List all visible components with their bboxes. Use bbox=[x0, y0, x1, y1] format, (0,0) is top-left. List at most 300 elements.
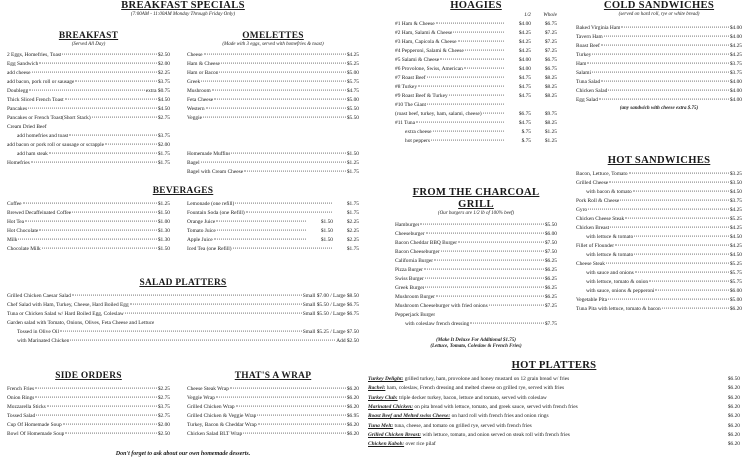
item-price: $6.25 bbox=[544, 293, 557, 300]
dot-leader bbox=[587, 63, 728, 64]
menu-item bbox=[187, 52, 359, 61]
item-price: $5.75 bbox=[729, 270, 742, 277]
menu-item bbox=[576, 97, 742, 106]
hotplatters-items-list bbox=[368, 376, 740, 450]
half-price: $4.25 bbox=[518, 30, 531, 37]
beverages-left-list bbox=[7, 201, 170, 255]
item-name: Tuna Pita with lettuce, tomato & bacon bbox=[576, 306, 661, 313]
item-name: Western bbox=[187, 106, 205, 113]
item-price-large: $2.25 bbox=[346, 227, 359, 234]
item-name: Cup Of Homemade Soup bbox=[7, 421, 62, 428]
menu-item bbox=[395, 222, 557, 231]
item-price: Add $2.50 bbox=[336, 337, 359, 344]
menu-item bbox=[395, 138, 557, 147]
item-name: with coleslaw french dressing bbox=[405, 320, 470, 327]
item-name: Ham & Cheese bbox=[187, 61, 220, 68]
dot-leader bbox=[649, 281, 729, 282]
menu-item bbox=[395, 129, 557, 138]
platter-text bbox=[368, 385, 726, 392]
half-price: $.75 bbox=[521, 138, 531, 145]
platter-name: Roast Beef and Melted swiss Cheese: bbox=[368, 413, 451, 420]
item-name: Chicken Cheese Steak bbox=[576, 216, 625, 223]
menu-item bbox=[7, 210, 170, 219]
item-name: Pancakes or French Toast(Short Stack) bbox=[7, 115, 91, 122]
item-name: Hamburger bbox=[395, 221, 420, 228]
salad-platters-title: SALAD PLATTERS bbox=[139, 278, 227, 288]
item-price: $2.75 bbox=[157, 394, 170, 401]
item-name: Grilled Chicken & Veggie Wrap bbox=[187, 412, 257, 419]
item-price: $1.50 bbox=[157, 245, 170, 252]
item-price: $1.30 bbox=[157, 236, 170, 243]
item-name: Bowl Of Homemade Soup bbox=[7, 430, 65, 437]
menu-item bbox=[7, 106, 170, 115]
menu-item bbox=[395, 312, 557, 321]
item-price: $6.20 bbox=[346, 430, 359, 437]
beverages-section bbox=[7, 186, 359, 261]
menu-item bbox=[395, 321, 557, 330]
dot-leader bbox=[29, 90, 144, 91]
menu-item bbox=[187, 70, 359, 79]
half-price: $4.75 bbox=[518, 93, 531, 100]
item-price: $6.95 bbox=[346, 412, 359, 419]
menu-item bbox=[187, 61, 359, 70]
dot-leader bbox=[465, 50, 504, 51]
item-name: Baked Virginia Ham bbox=[576, 25, 621, 32]
platter-description: on pita bread with lettuce, tomato, and greek sauce, served with french fries bbox=[413, 404, 578, 411]
item-price: $6.20 bbox=[346, 394, 359, 401]
menu-item bbox=[7, 338, 359, 347]
platter-item bbox=[368, 441, 740, 450]
dot-leader bbox=[212, 90, 346, 91]
cold-sandwiches-section bbox=[576, 0, 742, 113]
item-price: $3.25 bbox=[729, 171, 742, 178]
menu-item bbox=[395, 102, 557, 111]
item-price: $6.20 bbox=[346, 403, 359, 410]
dot-leader bbox=[458, 41, 504, 42]
beverages-right-list bbox=[187, 201, 359, 255]
item-name: Mushroom bbox=[187, 88, 211, 95]
menu-item bbox=[187, 228, 359, 237]
menu-item bbox=[187, 219, 359, 228]
item-name: Onion Rings bbox=[7, 394, 35, 401]
menu-item bbox=[576, 180, 742, 189]
menu-item bbox=[395, 285, 557, 294]
dot-leader bbox=[35, 387, 157, 388]
menu-item bbox=[7, 302, 359, 311]
item-price: $4.25 bbox=[729, 225, 742, 232]
item-price: $3.75 bbox=[157, 133, 170, 140]
dot-leader bbox=[635, 272, 729, 273]
item-price: $4.25 bbox=[729, 52, 742, 59]
hot-platters-title: HOT PLATTERS bbox=[511, 360, 597, 371]
item-name: Mushroom Burger bbox=[395, 293, 435, 300]
platter-description: on hard roll with french fries and onion rings bbox=[450, 413, 549, 420]
item-name: Orange Juice bbox=[187, 218, 216, 225]
hoagies-section bbox=[395, 0, 557, 147]
item-name: Mushroom Cheeseburger with fried onions bbox=[395, 302, 488, 309]
platter-price: $6.20 bbox=[727, 404, 740, 411]
item-name: French Fries bbox=[7, 385, 35, 392]
dot-leader bbox=[610, 227, 729, 228]
item-name: Tavern Ham bbox=[576, 34, 603, 41]
menu-item bbox=[395, 48, 557, 57]
dot-leader bbox=[634, 254, 729, 255]
menu-item bbox=[187, 97, 359, 106]
item-price: $4.50 bbox=[157, 106, 170, 113]
platter-price: $6.20 bbox=[727, 385, 740, 392]
item-price: $4.50 bbox=[729, 234, 742, 241]
menu-item bbox=[576, 189, 742, 198]
menu-item bbox=[187, 79, 359, 88]
item-price: $2.25 bbox=[157, 70, 170, 77]
item-name: Chicken Salad bbox=[576, 88, 608, 95]
item-price: $7.25 bbox=[544, 302, 557, 309]
menu-item bbox=[576, 225, 742, 234]
menu-item bbox=[395, 84, 557, 93]
breakfast-specials-title: BREAKFAST SPECIALS bbox=[121, 0, 245, 11]
menu-item bbox=[7, 79, 170, 88]
dot-leader bbox=[49, 153, 157, 154]
cold-items-list bbox=[576, 25, 742, 106]
item-price: $1.30 bbox=[157, 227, 170, 234]
menu-item bbox=[7, 201, 170, 210]
menu-item bbox=[187, 169, 359, 178]
item-name: Grilled Cheese bbox=[576, 180, 609, 187]
sides-items-list bbox=[7, 386, 170, 440]
item-name: (roast beef, turkey, ham, salami, cheese) bbox=[395, 111, 482, 118]
item-price: Small $5.50 / Large $6.75 bbox=[302, 310, 359, 317]
item-price: $6.00 bbox=[544, 230, 557, 237]
dot-leader bbox=[233, 247, 332, 248]
menu-item bbox=[7, 52, 170, 61]
menu-item bbox=[187, 431, 359, 440]
dot-leader bbox=[65, 432, 157, 433]
dot-leader bbox=[75, 81, 156, 82]
item-name: #11 Tuna bbox=[395, 120, 416, 127]
platter-item bbox=[368, 413, 740, 422]
dot-leader bbox=[427, 77, 504, 78]
dot-leader bbox=[60, 330, 302, 331]
whole-price: $7.25 bbox=[544, 30, 557, 37]
charcoal-grill-title: FROM THE CHARCOAL GRILL bbox=[412, 187, 540, 211]
platter-item bbox=[368, 376, 740, 385]
item-name: #9 Roast Beef & Turkey bbox=[395, 93, 448, 100]
dot-leader bbox=[42, 247, 157, 248]
item-name: Coffee bbox=[7, 200, 22, 207]
item-price: $2.00 bbox=[157, 61, 170, 68]
item-name: add cheese bbox=[7, 70, 31, 77]
dot-leader bbox=[47, 405, 157, 406]
menu-item bbox=[395, 303, 557, 312]
half-price: $4.25 bbox=[518, 39, 531, 46]
dot-leader bbox=[416, 122, 504, 123]
item-price: $4.00 bbox=[729, 97, 742, 104]
menu-item bbox=[7, 70, 170, 79]
item-name: Gyro bbox=[576, 207, 588, 214]
dot-leader bbox=[201, 81, 346, 82]
menu-item bbox=[7, 61, 170, 70]
menu-item bbox=[187, 237, 359, 246]
dot-leader bbox=[470, 322, 544, 323]
whole-price: $7.25 bbox=[544, 39, 557, 46]
item-name: Grilled Chicken Caesar Salad bbox=[7, 292, 71, 299]
menu-item bbox=[7, 395, 170, 404]
platter-item bbox=[368, 432, 740, 441]
item-name: Garden salad with Tomato, Onions, Olives, Feta Cheese and Lettuce bbox=[7, 319, 155, 326]
item-price: $1.50 bbox=[346, 151, 359, 158]
item-price: $7.50 bbox=[544, 239, 557, 246]
item-name: Grilled Chicken Wrap bbox=[187, 403, 235, 410]
item-price: $6.25 bbox=[544, 257, 557, 264]
item-name: Roast Beef bbox=[576, 43, 600, 50]
menu-item bbox=[576, 297, 742, 306]
menu-item bbox=[187, 422, 359, 431]
whole-price: $8.25 bbox=[544, 75, 557, 82]
item-price: $3.75 bbox=[729, 70, 742, 77]
dot-leader bbox=[453, 32, 504, 33]
breakfast-hours: (7:00AM - 11:00AM Monday Through Friday Only) bbox=[130, 12, 236, 18]
dot-leader bbox=[221, 63, 346, 64]
dot-leader bbox=[425, 286, 543, 287]
menu-item bbox=[576, 171, 742, 180]
whole-price: $8.25 bbox=[544, 84, 557, 91]
platter-text bbox=[368, 376, 726, 383]
platter-price: $6.20 bbox=[727, 431, 740, 438]
salad-platters-section bbox=[7, 278, 359, 347]
dot-leader bbox=[32, 72, 157, 73]
menu-item bbox=[187, 210, 359, 219]
item-name: Chocolate Milk bbox=[7, 245, 41, 252]
dot-leader bbox=[39, 63, 157, 64]
menu-item bbox=[576, 261, 742, 270]
item-name: Hot Tea bbox=[7, 218, 25, 225]
platter-price: $6.50 bbox=[727, 376, 740, 383]
item-price: $4.00 bbox=[729, 88, 742, 95]
menu-item bbox=[395, 111, 557, 120]
whole-price: $8.25 bbox=[544, 120, 557, 127]
menu-item bbox=[576, 88, 742, 97]
item-name: #6 Provolone, Swiss, American bbox=[395, 66, 463, 73]
item-price: $5.00 bbox=[729, 297, 742, 304]
half-price: $4.00 bbox=[518, 21, 531, 28]
dot-leader bbox=[206, 108, 346, 109]
dot-leader bbox=[440, 59, 504, 60]
item-price: $1.50 bbox=[320, 218, 333, 225]
hot-items-list bbox=[576, 171, 742, 315]
item-name: Veggie Wrap bbox=[187, 394, 215, 401]
menu-item bbox=[395, 75, 557, 84]
item-price: $1.00 bbox=[157, 218, 170, 225]
omelettes-section bbox=[187, 31, 359, 178]
dot-leader bbox=[483, 113, 504, 114]
menu-item bbox=[187, 246, 359, 255]
menu-item bbox=[576, 243, 742, 252]
item-name: Lemonade (one refill) bbox=[187, 200, 235, 207]
item-price: $4.50 bbox=[729, 189, 742, 196]
half-price: $6.75 bbox=[518, 111, 531, 118]
dot-leader bbox=[203, 117, 346, 118]
menu-item bbox=[576, 288, 742, 297]
platter-price: $6.20 bbox=[727, 422, 740, 429]
item-price: $2.00 bbox=[157, 142, 170, 149]
menu-item bbox=[7, 431, 170, 440]
menu-item bbox=[7, 237, 170, 246]
dot-leader bbox=[219, 72, 345, 73]
item-name: #8 Turkey bbox=[395, 84, 418, 91]
menu-item bbox=[395, 294, 557, 303]
item-price: $3.75 bbox=[729, 198, 742, 205]
item-price: $1.75 bbox=[346, 200, 359, 207]
item-price: $1.75 bbox=[157, 151, 170, 158]
dot-leader bbox=[489, 304, 544, 305]
dot-leader bbox=[434, 259, 544, 260]
item-price: Small $5.25 / Large $7.50 bbox=[302, 328, 359, 335]
item-price: $6.25 bbox=[544, 284, 557, 291]
item-price: $5.00 bbox=[346, 97, 359, 104]
breakfast-title: BREAKFAST bbox=[58, 31, 119, 41]
dot-leader bbox=[231, 153, 345, 154]
platter-description: with lettuce, tomato, and onion served on steak roll with french fries bbox=[421, 431, 570, 438]
item-name: Feta Cheese bbox=[187, 97, 214, 104]
item-name: with lettuce & tomato bbox=[586, 252, 634, 259]
item-price: $4.25 bbox=[346, 52, 359, 59]
menu-item bbox=[187, 106, 359, 115]
item-price: $5.25 bbox=[729, 261, 742, 268]
dessert-note bbox=[7, 451, 359, 458]
item-price: $5.00 bbox=[346, 70, 359, 77]
dot-leader bbox=[621, 27, 728, 28]
item-name: Bacon Cheeseburger bbox=[395, 248, 440, 255]
item-name: Bacon, Lettuce, Tomato bbox=[576, 171, 628, 178]
dot-leader bbox=[601, 81, 729, 82]
dot-leader bbox=[620, 200, 729, 201]
item-name: with lettuce & tomato bbox=[586, 234, 634, 241]
menu-item bbox=[7, 246, 170, 255]
dot-leader bbox=[246, 211, 332, 212]
whole-price: $6.75 bbox=[544, 66, 557, 73]
menu-item bbox=[187, 386, 359, 395]
menu-item bbox=[395, 240, 557, 249]
cold-cheese-note: (any sandwich with cheese extra $.75) bbox=[619, 106, 699, 112]
hoagies-size-header: 1/2 Whole bbox=[524, 12, 557, 19]
item-name: Bagel bbox=[187, 160, 200, 167]
menu-item bbox=[576, 216, 742, 225]
dot-leader bbox=[69, 135, 157, 136]
menu-item bbox=[7, 329, 359, 338]
item-name: Turkey bbox=[576, 52, 592, 59]
item-price: $2.75 bbox=[157, 412, 170, 419]
dot-leader bbox=[431, 140, 504, 141]
side-orders-section bbox=[7, 371, 170, 440]
dot-leader bbox=[464, 68, 504, 69]
item-name: Brewed Decaffeinated Coffee bbox=[7, 209, 72, 216]
dot-leader bbox=[92, 117, 157, 118]
dot-leader bbox=[25, 220, 157, 221]
hot-sandwiches-title: HOT SANDWICHES bbox=[607, 155, 711, 166]
dot-leader bbox=[204, 54, 346, 55]
item-name: Tomato Juice bbox=[187, 227, 216, 234]
platter-name: Turkey Club: bbox=[368, 394, 398, 401]
menu-item bbox=[7, 88, 170, 97]
dot-leader bbox=[125, 312, 302, 313]
item-name: Chicken Breast bbox=[576, 225, 610, 232]
dot-leader bbox=[28, 108, 157, 109]
dot-leader bbox=[214, 238, 306, 239]
item-name: Cream Dried Beef bbox=[7, 124, 47, 131]
hot-sandwiches-section bbox=[576, 155, 742, 315]
item-price: $4.25 bbox=[729, 207, 742, 214]
item-name: Apple Juice bbox=[187, 236, 213, 243]
platter-name: Marinated Chicken: bbox=[368, 404, 414, 411]
dot-leader bbox=[633, 191, 729, 192]
item-name: Fountain Soda (one Refill) bbox=[187, 209, 245, 216]
menu-item bbox=[576, 207, 742, 216]
item-name: Mozzarella Sticks bbox=[7, 403, 46, 410]
dot-leader bbox=[236, 405, 346, 406]
platter-item bbox=[368, 423, 740, 432]
dot-leader bbox=[39, 229, 157, 230]
item-price: $3.75 bbox=[729, 61, 742, 68]
item-price: $5.75 bbox=[346, 79, 359, 86]
item-price: $4.75 bbox=[346, 88, 359, 95]
cold-sandwiches-subtitle: (served on hard roll, rye or white bread) bbox=[618, 12, 700, 18]
item-price: $7.50 bbox=[544, 248, 557, 255]
deluxe-detail: (Lettuce, Tomato, Coleslaw & French Fries) bbox=[430, 343, 522, 349]
platter-description: triple decker turkey, bacon, lettuce and tomato, served with coleslaw bbox=[397, 394, 547, 401]
platter-description: grilled turkey, ham, provolone and honey mustard on 12 grain bread w/ fries bbox=[403, 376, 570, 383]
item-name: Milk bbox=[7, 236, 18, 243]
item-name: with bacon & tomato bbox=[586, 189, 632, 196]
menu-item bbox=[395, 21, 557, 30]
dot-leader bbox=[420, 223, 543, 224]
dot-leader bbox=[230, 387, 346, 388]
platter-item bbox=[368, 395, 740, 404]
item-price: $6.25 bbox=[544, 266, 557, 273]
item-name: Tossed in Olive Oil bbox=[17, 328, 59, 335]
item-name: Chef Salad with Ham, Turkey, Cheese, Hard Boiled Egg bbox=[7, 301, 129, 308]
dot-leader bbox=[201, 162, 346, 163]
item-name: Ham bbox=[576, 61, 587, 68]
dot-leader bbox=[63, 423, 157, 424]
item-name: with sauce, onions & pepperoni bbox=[586, 288, 655, 295]
dot-leader bbox=[606, 263, 729, 264]
dot-leader bbox=[418, 86, 504, 87]
item-price: $5.75 bbox=[729, 279, 742, 286]
platter-name: Turkey Delight: bbox=[368, 376, 404, 383]
menu-item bbox=[7, 160, 170, 169]
dot-leader bbox=[592, 54, 728, 55]
menu-item bbox=[7, 133, 170, 142]
item-price: $1.25 bbox=[157, 200, 170, 207]
dot-leader bbox=[62, 54, 156, 55]
dot-leader bbox=[608, 299, 729, 300]
dot-leader bbox=[23, 202, 157, 203]
item-price: $4.50 bbox=[157, 97, 170, 104]
platter-description: over rice pilaf bbox=[404, 441, 436, 448]
item-name: #5 Salami & Cheese bbox=[395, 57, 440, 64]
item-price: $3.50 bbox=[729, 180, 742, 187]
hoagies-title: HOAGIES bbox=[450, 0, 502, 11]
platter-name: Rachel: bbox=[368, 385, 386, 392]
dot-leader bbox=[662, 308, 729, 309]
charcoal-grill-subtitle: (Our burgers are 1/2 lb of 100% beef) bbox=[437, 211, 515, 217]
beverages-title: BEVERAGES bbox=[152, 186, 214, 196]
item-price: $5.50 bbox=[346, 115, 359, 122]
menu-item bbox=[395, 57, 557, 66]
menu-item bbox=[7, 311, 359, 320]
item-price: $3.75 bbox=[157, 403, 170, 410]
dot-leader bbox=[235, 202, 332, 203]
